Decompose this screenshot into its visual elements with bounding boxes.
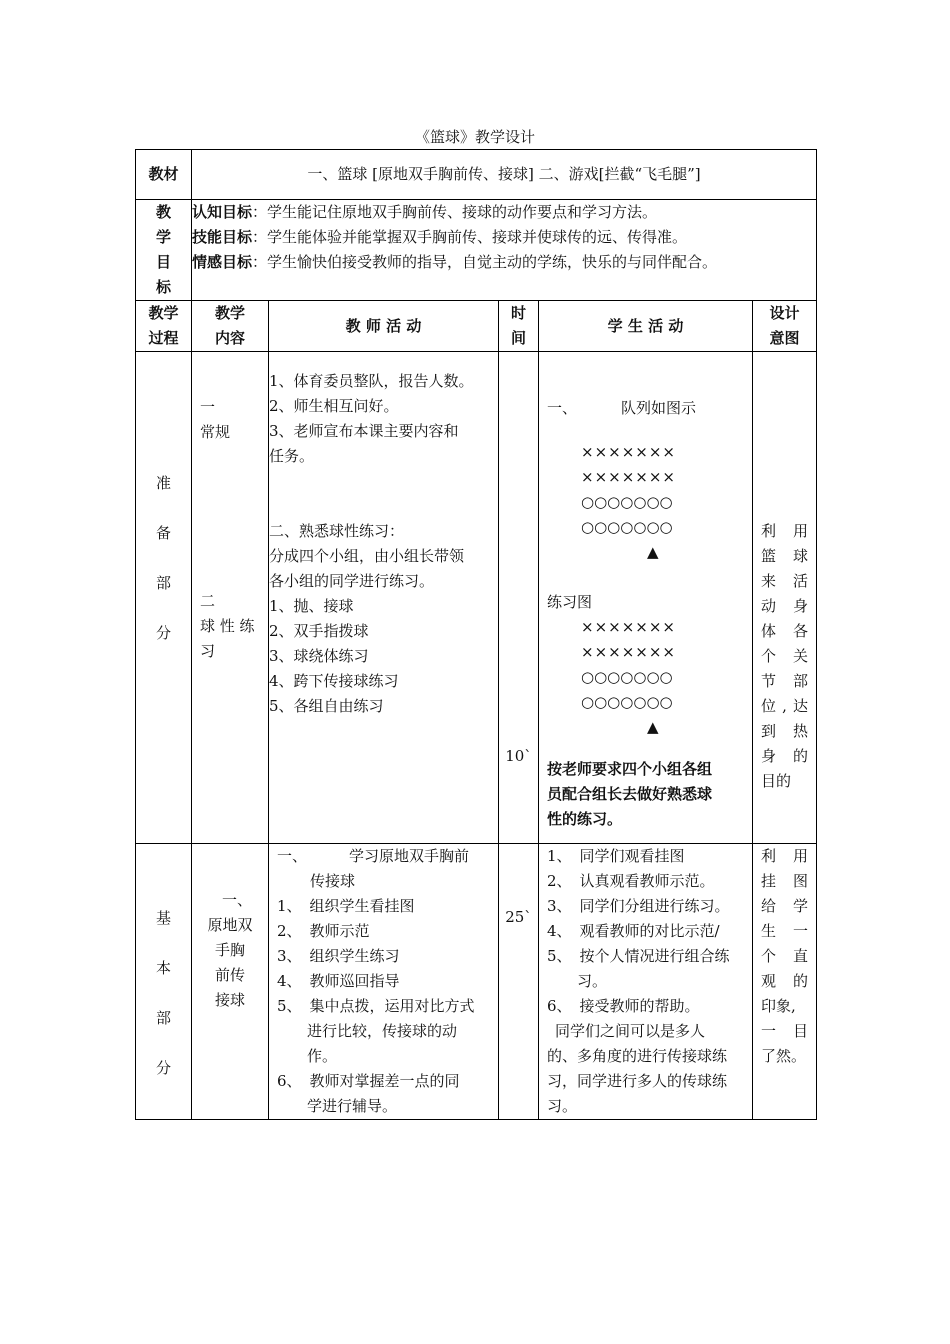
prep-time-value: 10` [505, 747, 532, 765]
prep-process-char: 部 [155, 574, 171, 592]
prep-teacher [269, 352, 499, 844]
basic-design [753, 844, 817, 1120]
goals-label-char: 学 [155, 228, 171, 246]
design-line: 目的 [761, 772, 792, 790]
heading-number: 一、 [547, 399, 578, 417]
heading-number: 一、 [277, 847, 308, 865]
prep-teacher-line: 分成四个小组，由小组长带领 [269, 547, 465, 565]
design-line: 体 各 [761, 622, 808, 640]
design-line: 个 关 [761, 647, 808, 665]
header-student: 学 生 活 动 [539, 301, 753, 352]
prep-time [499, 352, 539, 844]
prep-process-char: 分 [155, 624, 171, 642]
header-text: 过程 [148, 329, 179, 347]
practice-label: 练习图 [547, 593, 593, 611]
basic-content-text: 手胸 [214, 941, 245, 959]
material-label: 教材 [136, 150, 192, 200]
goals-label-char: 目 [155, 253, 171, 271]
goals-label-char: 标 [155, 278, 171, 296]
formation-heading [547, 396, 748, 421]
goals-row [136, 200, 817, 301]
basic-student-item: 6、 接受教师的帮助。 [547, 997, 700, 1015]
design-line: 给 学 [761, 897, 808, 915]
formation-row-circles: ○○○○○○○ [581, 518, 673, 536]
prep-design [753, 352, 817, 844]
design-line: 了然。 [761, 1047, 807, 1065]
prep-content-text: 一 [200, 398, 216, 416]
goals-content [192, 200, 817, 301]
basic-content [192, 844, 269, 1120]
basic-student-item: 4、 观看教师的对比示范/ [547, 922, 720, 940]
prep-teacher-line: 各小组的同学进行练习。 [269, 572, 435, 590]
prep-process-char: 备 [155, 524, 171, 542]
design-line: 动 身 [761, 597, 808, 615]
design-line: 利 用 [761, 522, 808, 540]
design-line: 到 热 [761, 722, 808, 740]
teacher-triangle-icon: ▲ [647, 543, 660, 561]
material-row [136, 150, 817, 200]
prep-content-text: 二 [200, 592, 216, 610]
practice-row-students: ××××××× [581, 618, 676, 636]
goals-label-char: 教 [155, 203, 171, 221]
prep-teacher-line: 3、老师宣布本课主要内容和 [269, 422, 459, 440]
header-text: 意图 [769, 329, 800, 347]
prep-teacher-line: 1、体育委员整队，报告人数。 [269, 372, 474, 390]
design-line: 篮 球 [761, 547, 808, 565]
header-text: 间 [510, 329, 526, 347]
formation-row-circles: ○○○○○○○ [581, 493, 673, 511]
student-note-line: 性的练习。 [547, 810, 623, 828]
design-line: 利 用 [761, 847, 808, 865]
formation-row-students: ××××××× [581, 443, 676, 461]
basic-student-item: 2、 认真观看教师示范。 [547, 872, 715, 890]
design-line: 观 的 [761, 972, 808, 990]
basic-teacher-item: 5、 集中点拨，运用对比方式 进行比较，传接球的动 作。 [277, 997, 475, 1065]
prep-content-text: 球 性 练 [200, 617, 255, 635]
header-teacher: 教 师 活 动 [269, 301, 499, 352]
design-line: 一 目 [761, 1022, 808, 1040]
goal-name: 认知目标 [192, 203, 253, 221]
goals-label [136, 200, 192, 301]
header-row [136, 301, 817, 352]
goal-text: ：学生能体验并能掌握双手胸前传、接球并使球传的远、传得准。 [252, 228, 688, 246]
material-content: 一、篮球 [原地双手胸前传、接球] 二、游戏[拦截“飞毛腿”] [192, 150, 817, 200]
prep-teacher-line: 5、各组自由练习 [269, 697, 384, 715]
prep-teacher-line: 二、熟悉球性练习： [269, 522, 405, 540]
header-text: 教学 [148, 304, 179, 322]
heading-text: 学习原地双手胸前 [349, 847, 470, 865]
formation-row-students: ××××××× [581, 468, 676, 486]
header-text: 设计 [769, 304, 800, 322]
prep-teacher-line: 1、抛、接球 [269, 597, 354, 615]
basic-teacher-item: 1、 组织学生看挂图 [277, 897, 415, 915]
prep-process-char: 准 [155, 474, 171, 492]
design-line: 位,达 [761, 697, 808, 715]
goal-cognitive [192, 200, 816, 225]
design-line: 挂 图 [761, 872, 808, 890]
header-text: 内容 [214, 329, 245, 347]
basic-process [136, 844, 192, 1120]
goal-skill [192, 225, 816, 250]
student-note-line: 员配合组长去做好熟悉球 [547, 785, 713, 803]
practice-row-circles: ○○○○○○○ [581, 668, 673, 686]
prep-content [192, 352, 269, 844]
basic-time [499, 844, 539, 1120]
basic-teacher-heading [277, 844, 498, 869]
goal-text: ：学生能记住原地双手胸前传、接球的动作要点和学习方法。 [252, 203, 658, 221]
header-text: 时 [510, 304, 526, 322]
header-time [499, 301, 539, 352]
basic-teacher-item: 2、 教师示范 [277, 922, 370, 940]
prep-teacher-line: 2、双手指拨球 [269, 622, 369, 640]
basic-student-para: 习，同学进行多人的传球练 [547, 1072, 728, 1090]
basic-process-char: 基 [155, 909, 171, 927]
basic-section-row [136, 844, 817, 1120]
prep-teacher-line: 4、跨下传接球练习 [269, 672, 399, 690]
practice-triangle-icon: ▲ [647, 718, 660, 736]
design-line: 个 直 [761, 947, 808, 965]
student-note-line: 按老师要求四个小组各组 [547, 760, 713, 778]
design-line: 节 部 [761, 672, 808, 690]
prep-process [136, 352, 192, 844]
basic-teacher [269, 844, 499, 1120]
design-line: 来 活 [761, 572, 808, 590]
basic-student-item: 5、 按个人情况进行组合练 习。 [547, 947, 730, 990]
basic-student-item: 3、 同学们分组进行练习。 [547, 897, 730, 915]
goal-name: 情感目标 [192, 253, 253, 271]
practice-row-students: ××××××× [581, 643, 676, 661]
practice-row-circles: ○○○○○○○ [581, 693, 673, 711]
prep-section-row [136, 352, 817, 844]
goal-text: ：学生愉快伯接受教师的指导，自觉主动的学练，快乐的与同伴配合。 [252, 253, 718, 271]
prep-teacher-line: 3、球绕体练习 [269, 647, 369, 665]
basic-student [539, 844, 753, 1120]
prep-teacher-line: 任务。 [269, 447, 315, 465]
lesson-plan-table [135, 149, 817, 1120]
basic-process-char: 部 [155, 1009, 171, 1027]
basic-content-text: 原地双 [207, 916, 253, 934]
basic-process-char: 本 [155, 959, 171, 977]
basic-content-text: 前传 [214, 966, 245, 984]
document-title: 《篮球》教学设计 [414, 128, 535, 146]
basic-teacher-item: 4、 教师巡回指导 [277, 972, 400, 990]
basic-student-item: 1、 同学们观看挂图 [547, 847, 685, 865]
header-content [192, 301, 269, 352]
basic-teacher-item: 3、 组织学生练习 [277, 947, 400, 965]
prep-content-text: 习 [200, 642, 216, 660]
basic-student-para: 同学们之间可以是多人 [555, 1022, 706, 1040]
prep-content-text: 常规 [200, 423, 231, 441]
basic-process-char: 分 [155, 1059, 171, 1077]
goal-name: 技能目标 [192, 228, 253, 246]
design-line: 生 一 [761, 922, 808, 940]
header-process [136, 301, 192, 352]
basic-content-text: 一、 [221, 891, 252, 909]
basic-student-para: 的、多角度的进行传接球练 [547, 1047, 728, 1065]
header-design [753, 301, 817, 352]
basic-time-value: 25` [505, 908, 532, 926]
heading-text-cont: 传接球 [310, 872, 356, 890]
basic-content-text: 接球 [214, 991, 245, 1009]
goal-affective [192, 250, 816, 275]
basic-teacher-item: 6、 教师对掌握差一点的同 学进行辅导。 [277, 1072, 460, 1115]
prep-student [539, 352, 753, 844]
basic-student-para: 习。 [547, 1097, 578, 1115]
prep-teacher-line: 2、师生相互问好。 [269, 397, 399, 415]
design-line: 印象, [761, 997, 796, 1015]
heading-text: 队列如图示 [621, 399, 697, 417]
design-line: 身 的 [761, 747, 808, 765]
header-text: 教学 [214, 304, 245, 322]
